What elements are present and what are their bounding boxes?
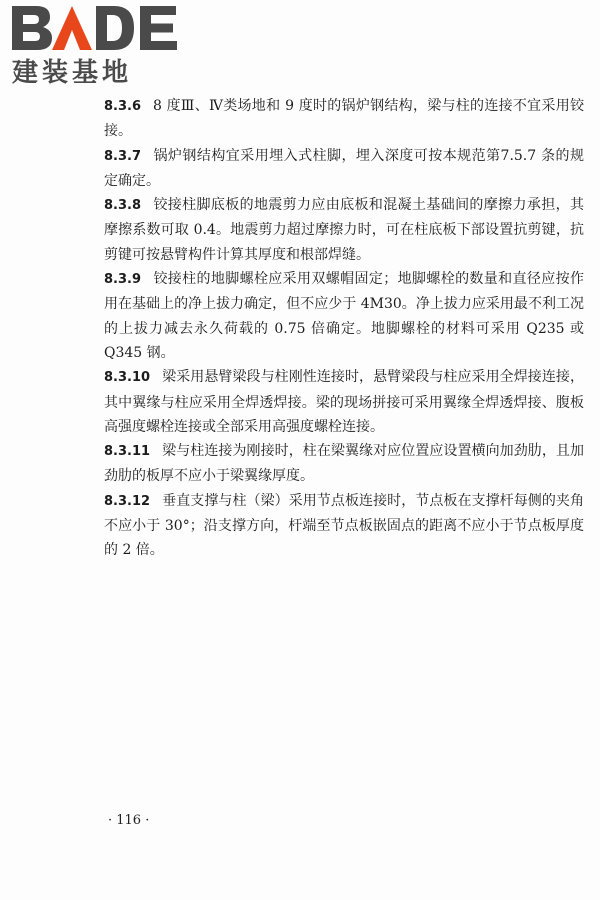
- clause-number: 8.3.11: [104, 444, 151, 460]
- clause-number: 8.3.10: [104, 370, 151, 386]
- clause-text: 锅炉钢结构宜采用埋入式柱脚，埋入深度可按本规范第7.5.7 条的规定确定。: [104, 147, 584, 189]
- clause-text: 8 度Ⅲ、Ⅳ类场地和 9 度时的锅炉钢结构，梁与柱的连接不宜采用铰接。: [104, 98, 584, 140]
- clause-number: 8.3.6: [104, 99, 142, 114]
- document-body: [104, 94, 584, 563]
- clause-text: 梁与柱连接为刚接时，柱在梁翼缘对应位置应设置横向加劲肋，且加劲肋的板厚不应小于梁翼缘厚度。: [104, 443, 584, 485]
- clause-number: 8.3.12: [104, 493, 151, 509]
- clause-text: 垂直支撑与柱（梁）采用节点板连接时，节点板在支撑杆每侧的夹角不应小于 30°；沿支撑方向，杆端至节点板嵌固点的距离不应小于节点板厚度的 2 倍。: [104, 492, 584, 559]
- clause-number: 8.3.9: [104, 272, 142, 288]
- site-logo: [10, 4, 180, 88]
- clause-text: 梁采用悬臂梁段与柱刚性连接时，悬臂梁段与柱应采用全焊接连接，其中翼缘与柱应采用全焊透焊接。梁的现场拼接可采用翼缘全焊透焊接、腹板高强度螺栓连接或全部采用高强度螺栓连接。: [104, 369, 584, 435]
- clause-8-3-7: [104, 144, 584, 194]
- clause-8-3-8: [104, 193, 584, 267]
- clause-8-3-10: [104, 365, 584, 439]
- clause-8-3-6: [104, 94, 584, 144]
- clause-8-3-12: [104, 489, 584, 563]
- clause-number: 8.3.7: [104, 148, 142, 164]
- clause-text: 铰接柱的地脚螺栓应采用双螺帽固定；地脚螺栓的数量和直径应按作用在基础上的净上拔力确定，但不应少于 4M30。净上拔力应采用最不利工况的上拔力减去永久荷载的 0.75 倍确定。地脚螺栓的材料可采用 Q235 或 Q345 钢。: [104, 271, 584, 361]
- clause-8-3-9: [104, 267, 584, 365]
- clause-number: 8.3.8: [104, 198, 142, 214]
- bade-logo-icon: [10, 4, 180, 52]
- clause-8-3-11: [104, 439, 584, 489]
- page-number: · 116 ·: [108, 813, 150, 828]
- logo-subtitle: 建装基地: [12, 58, 133, 88]
- clause-text: 铰接柱脚底板的地震剪力应由底板和混凝土基础间的摩擦力承担，其摩擦系数可取 0.4。地震剪力超过摩擦力时，可在柱底板下部设置抗剪键，抗剪键可按悬臂构件计算其厚度和根部焊缝。: [104, 197, 584, 263]
